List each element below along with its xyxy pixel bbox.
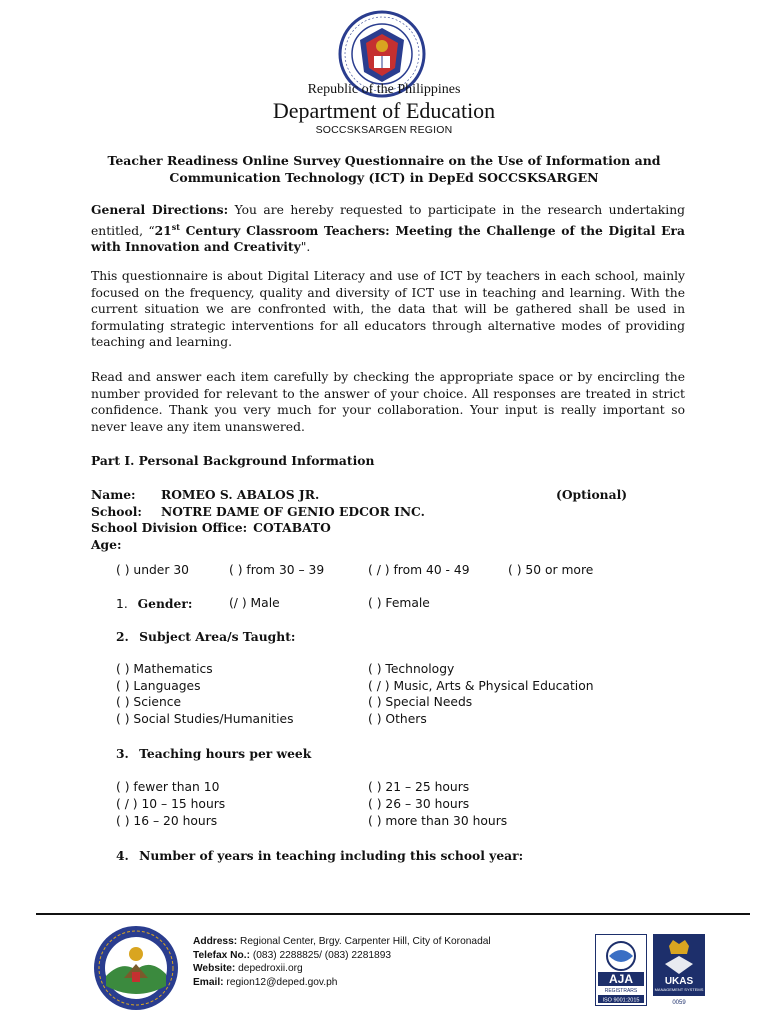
school-field [91, 504, 425, 519]
subject-option-languages[interactable]: ( ) Languages [116, 679, 201, 693]
subject-option-others[interactable]: ( ) Others [368, 712, 427, 726]
svg-text:ISO 9001:2015: ISO 9001:2015 [602, 997, 640, 1004]
ukas-certification-logo-icon [653, 934, 705, 1006]
svg-text:0059: 0059 [672, 1000, 686, 1006]
gender-label: Gender: [137, 596, 193, 611]
hours-option-fewer-10[interactable]: ( ) fewer than 10 [116, 780, 220, 794]
regional-office-seal-icon [92, 924, 180, 1012]
answer-instructions: Read and answer each item carefully by checking the appropriate space or by encircling the number provided for relevant to the answer of your choice. All responses are treated in strict confidence. Thank you very much for your collaboration. Your input is really important so never leave any item unanswered. [91, 370, 685, 434]
subject-option-mathematics[interactable]: ( ) Mathematics [116, 662, 213, 676]
age-label: Age: [91, 537, 122, 552]
questionnaire-description: This questionnaire is about Digital Literacy and use of ICT by teachers in each school, mainly focused on the frequency, quality and diversity of ICT use in teaching and learning. With the current situation we are confronted with, the data that will be gathered shall be used in formulating strategic interventions for all educators through alternative modes of providing teaching and learning. [91, 269, 685, 349]
hours-option-21-25[interactable]: ( ) 21 – 25 hours [368, 780, 470, 794]
gender-option-female[interactable]: ( ) Female [368, 596, 430, 610]
department-title: Department of Education [272, 98, 496, 123]
age-option-40-49[interactable]: ( / ) from 40 - 49 [368, 563, 470, 577]
name-field [91, 487, 320, 502]
general-directions-label: General Directions: [91, 202, 229, 217]
hours-option-more-30[interactable]: ( ) more than 30 hours [368, 814, 508, 828]
subject-option-science[interactable]: ( ) Science [116, 695, 182, 709]
svg-text:REGISTRARS: REGISTRARS [604, 988, 638, 994]
research-title: 21st Century Classroom Teachers: Meeting the Challenge of the Digital Era with Innovation and Creativity [91, 221, 685, 255]
aja-certification-logo-icon [595, 934, 647, 1006]
svg-text:MANAGEMENT SYSTEMS: MANAGEMENT SYSTEMS [654, 987, 704, 992]
region-text: SOCCSKSARGEN REGION [315, 124, 453, 136]
name-value: ROMEO S. ABALOS JR. [161, 487, 320, 502]
years-label: Number of years in teaching including this school year: [139, 848, 524, 863]
subject-number: 2. [116, 629, 129, 644]
survey-title-line-2: Communication Technology (ICT) in DepEd SOCCSKSARGEN [169, 170, 599, 185]
survey-title [60, 152, 708, 186]
gender-row [116, 596, 192, 611]
hours-option-26-30[interactable]: ( ) 26 – 30 hours [368, 797, 470, 811]
part-1-heading: Part I. Personal Background Information [91, 453, 375, 468]
hours-label: Teaching hours per week [139, 746, 312, 761]
subject-option-social-studies[interactable]: ( ) Social Studies/Humanities [116, 712, 294, 726]
svg-text:AJA: AJA [608, 972, 634, 986]
subject-label: Subject Area/s Taught: [139, 629, 296, 644]
optional-note: (Optional) [556, 487, 628, 502]
hours-number: 3. [116, 746, 129, 761]
svg-text:UKAS: UKAS [664, 976, 694, 987]
school-label: School: [91, 504, 142, 519]
email-line: Email: region12@deped.gov.ph [193, 976, 338, 988]
sdo-field [91, 520, 331, 535]
age-option-30-39[interactable]: ( ) from 30 – 39 [229, 563, 325, 577]
hours-option-16-20[interactable]: ( ) 16 – 20 hours [116, 814, 218, 828]
age-option-50-more[interactable]: ( ) 50 or more [508, 563, 594, 577]
hours-heading [116, 746, 311, 761]
website-link[interactable]: depedroxii.org [238, 963, 303, 974]
school-value: NOTRE DAME OF GENIO EDCOR INC. [161, 504, 425, 519]
subject-option-technology[interactable]: ( ) Technology [368, 662, 455, 676]
footer-divider [36, 913, 750, 915]
contact-block [193, 935, 491, 989]
directions-text: You are hereby requested to participate in the research undertaking entitled, “ [91, 203, 685, 238]
years-number: 4. [116, 848, 129, 863]
gender-option-male[interactable]: (/ ) Male [229, 596, 280, 610]
gender-number: 1. [116, 597, 128, 611]
sdo-value: COTABATO [253, 520, 331, 535]
address-line: Address: Regional Center, Brgy. Carpenter Hill, City of Koronadal [193, 936, 491, 947]
email-link[interactable]: region12@deped.gov.ph [226, 976, 338, 988]
general-directions [91, 202, 685, 256]
website-line: Website: depedroxii.org [193, 963, 303, 974]
age-option-under-30[interactable]: ( ) under 30 [116, 563, 189, 577]
subject-heading [116, 629, 295, 644]
telefax-line: Telefax No.: (083) 2288825/ (083) 2281893 [193, 949, 392, 961]
sdo-label: School Division Office: [91, 520, 248, 535]
hours-option-10-15[interactable]: ( / ) 10 – 15 hours [116, 797, 226, 811]
subject-option-mape[interactable]: ( / ) Music, Arts & Physical Education [368, 679, 594, 693]
directions-text-end: ". [300, 240, 311, 255]
years-heading [116, 848, 523, 863]
subject-option-special-needs[interactable]: ( ) Special Needs [368, 695, 473, 709]
republic-text: Republic of the Philippines [307, 82, 461, 97]
survey-title-line-1: Teacher Readiness Online Survey Questionnaire on the Use of Information and [107, 153, 661, 168]
name-label: Name: [91, 487, 136, 502]
